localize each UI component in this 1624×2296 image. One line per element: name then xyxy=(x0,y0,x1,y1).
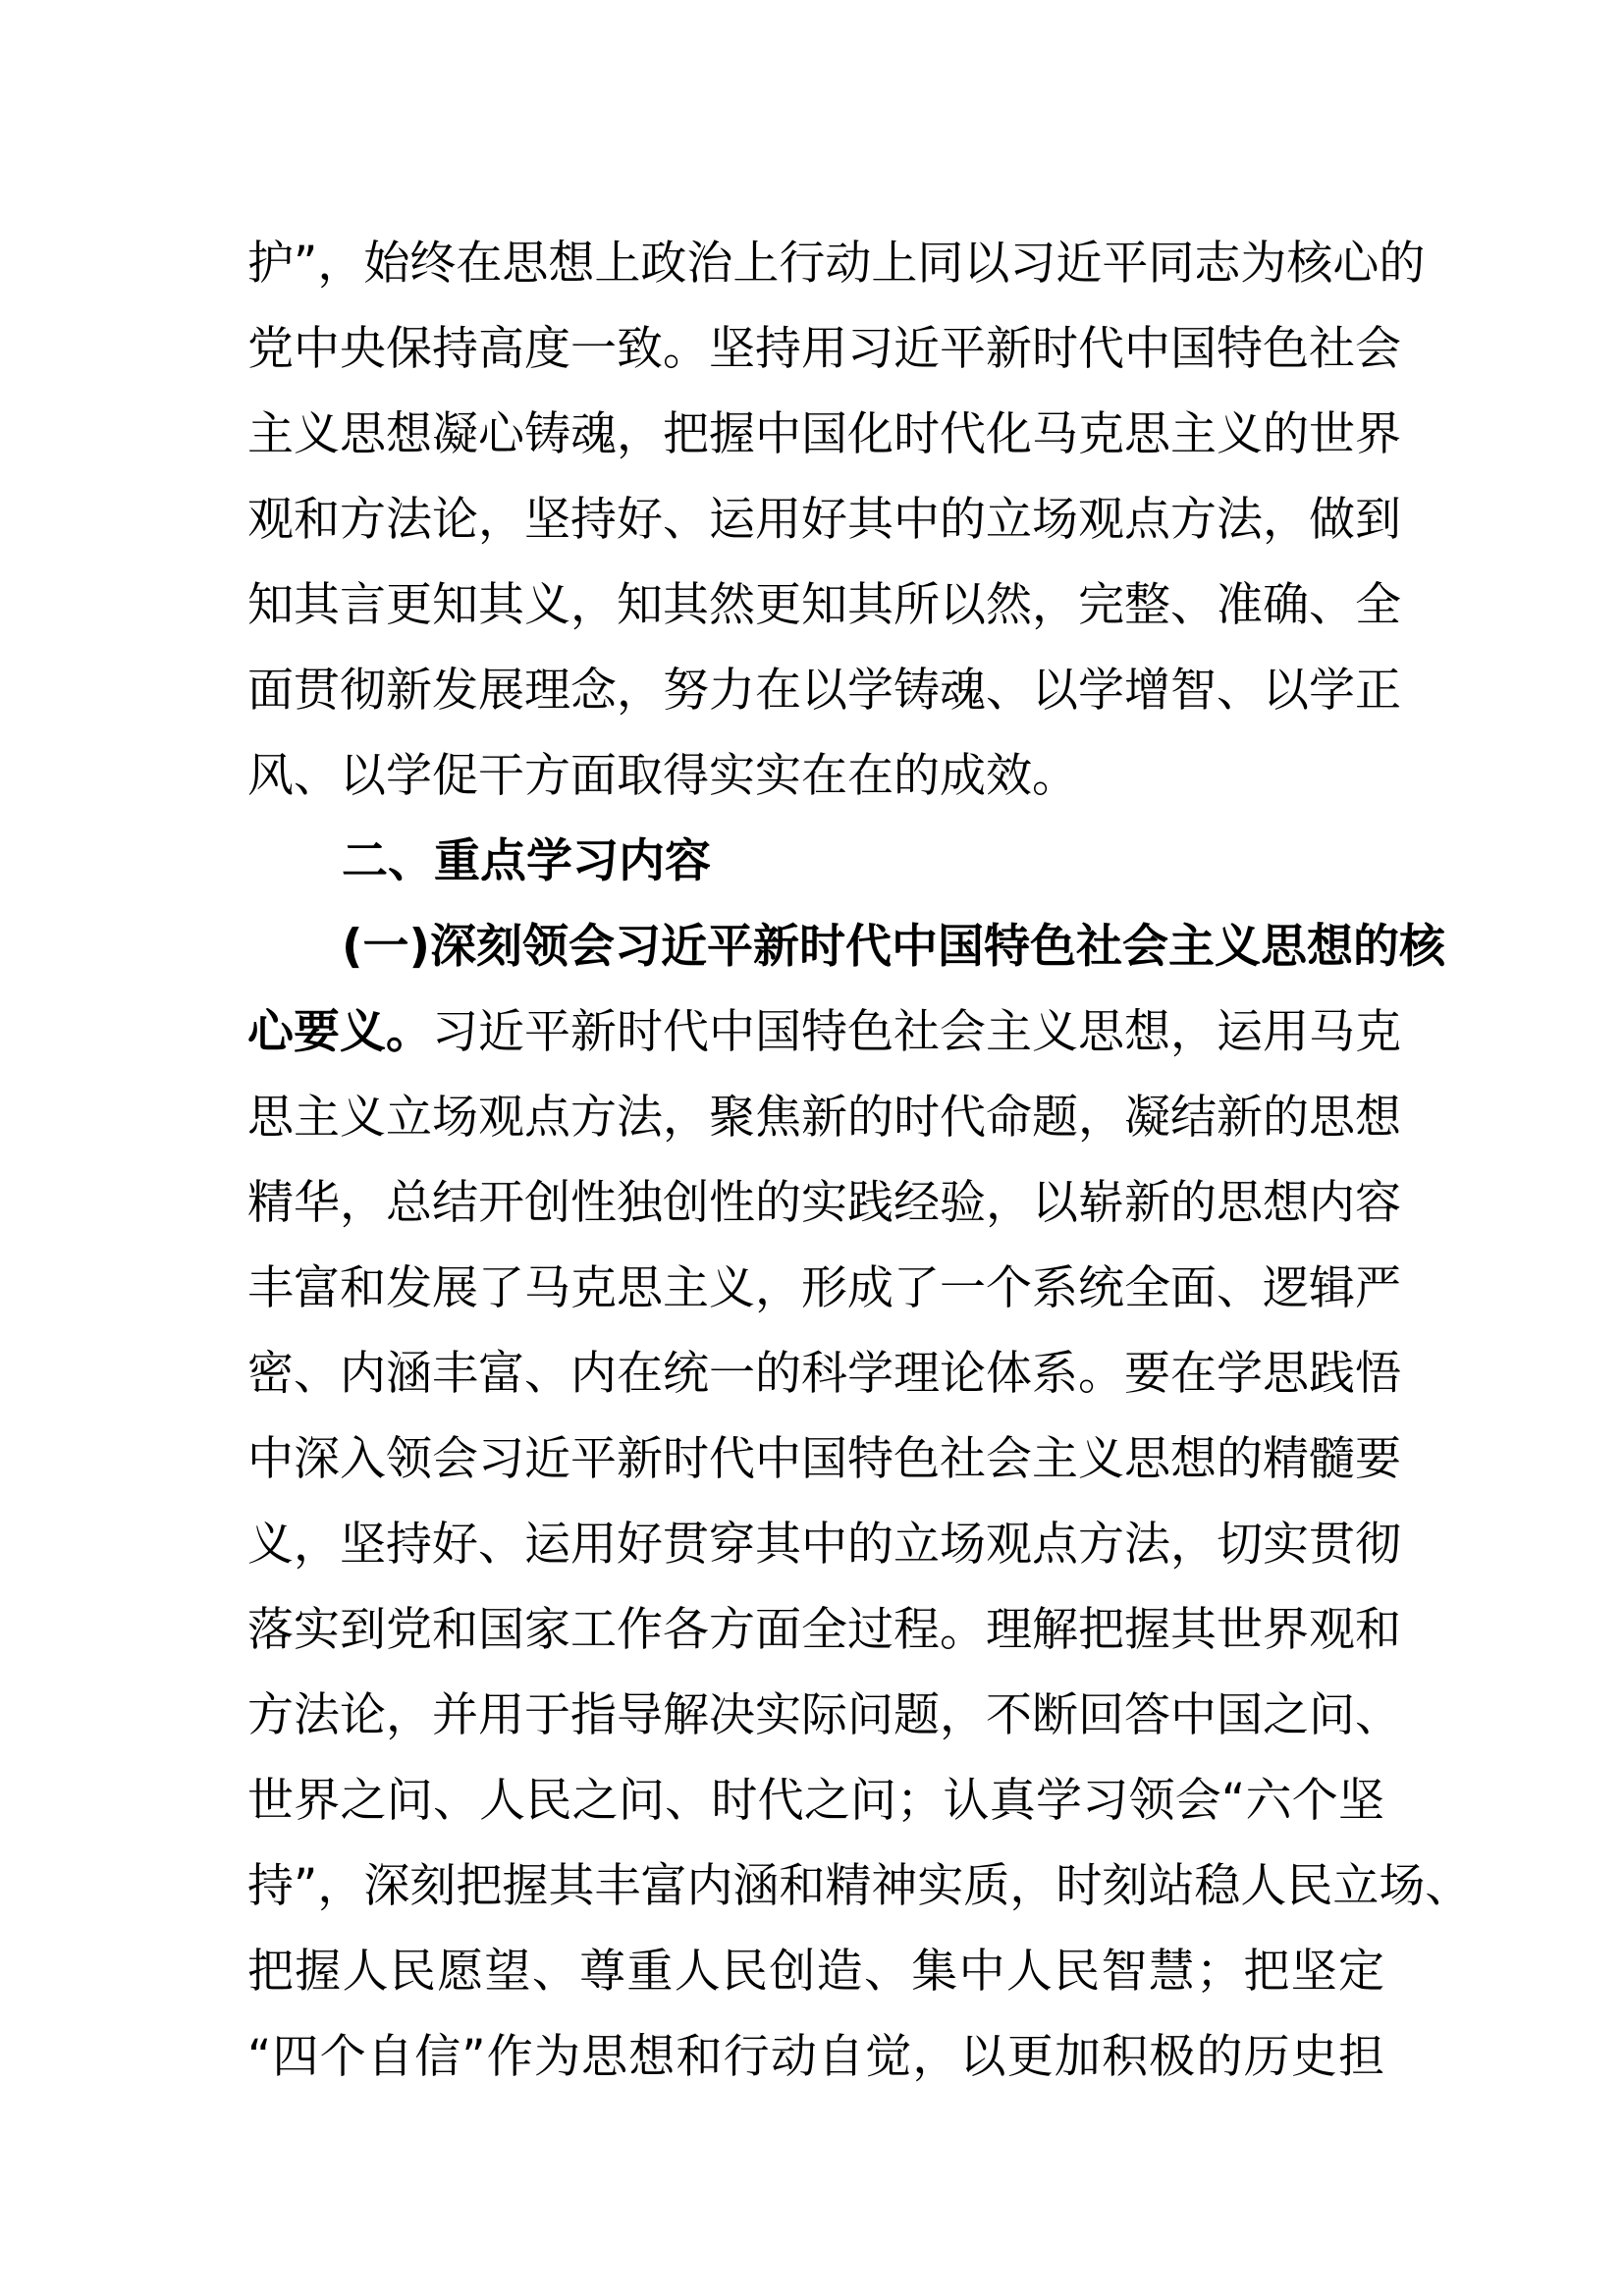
body-text-line: 中深入领会习近平新时代中国特色社会主义思想的精髓要 xyxy=(247,1432,1401,1486)
body-text-line: “四个自信”作为思想和行动自觉，以更加积极的历史担 xyxy=(247,2030,1384,2084)
body-text-line: 丰富和发展了马克思主义，形成了一个系统全面、逻辑严 xyxy=(247,1261,1401,1315)
section-heading: 二、重点学习内容 xyxy=(342,834,711,888)
body-text-line: 密、内涵丰富、内在统一的科学理论体系。要在学思践悟 xyxy=(247,1347,1401,1401)
subheading-continuation-line xyxy=(247,989,1401,1075)
body-text-line: 主义思想凝心铸魂，把握中国化时代化马克思主义的世界 xyxy=(247,407,1401,461)
body-text-line: 世界之问、人民之问、时代之问；认真学习领会“六个坚 xyxy=(247,1774,1384,1828)
body-text-line: 思主义立场观点方法，聚焦新的时代命题，凝结新的思想 xyxy=(247,1091,1401,1145)
subheading-end: 心要义。 xyxy=(247,1005,432,1059)
body-text: 习近平新时代中国特色社会主义思想，运用马克 xyxy=(432,1005,1401,1059)
body-text-line: 知其言更知其义，知其然更知其所以然，完整、准确、全 xyxy=(247,578,1401,632)
body-text-line: 风、以学促干方面取得实实在在的成效。 xyxy=(247,749,1078,803)
body-text-line: 方法论，并用于指导解决实际问题，不断回答中国之问、 xyxy=(247,1688,1401,1742)
subheading: (一)深刻领会习近平新时代中国特色社会主义思想的核 xyxy=(342,920,1445,974)
body-text-line: 党中央保持高度一致。坚持用习近平新时代中国特色社会 xyxy=(247,322,1401,376)
body-text-line: 精华，总结开创性独创性的实践经验，以崭新的思想内容 xyxy=(247,1176,1401,1230)
body-text-line: 护”，始终在思想上政治上行动上同以习近平同志为核心的 xyxy=(247,237,1426,291)
body-text-line: 把握人民愿望、尊重人民创造、集中人民智慧；把坚定 xyxy=(247,1945,1384,1999)
body-text-line: 落实到党和国家工作各方面全过程。理解把握其世界观和 xyxy=(247,1603,1401,1657)
body-text-line: 观和方法论，坚持好、运用好其中的立场观点方法，做到 xyxy=(247,493,1401,547)
body-text-line: 持”，深刻把握其丰富内涵和精神实质，时刻站稳人民立场、 xyxy=(247,1859,1472,1913)
body-text-line: 面贯彻新发展理念，努力在以学铸魂、以学增智、以学正 xyxy=(247,664,1401,718)
body-text-line: 义，坚持好、运用好贯穿其中的立场观点方法，切实贯彻 xyxy=(247,1518,1401,1572)
